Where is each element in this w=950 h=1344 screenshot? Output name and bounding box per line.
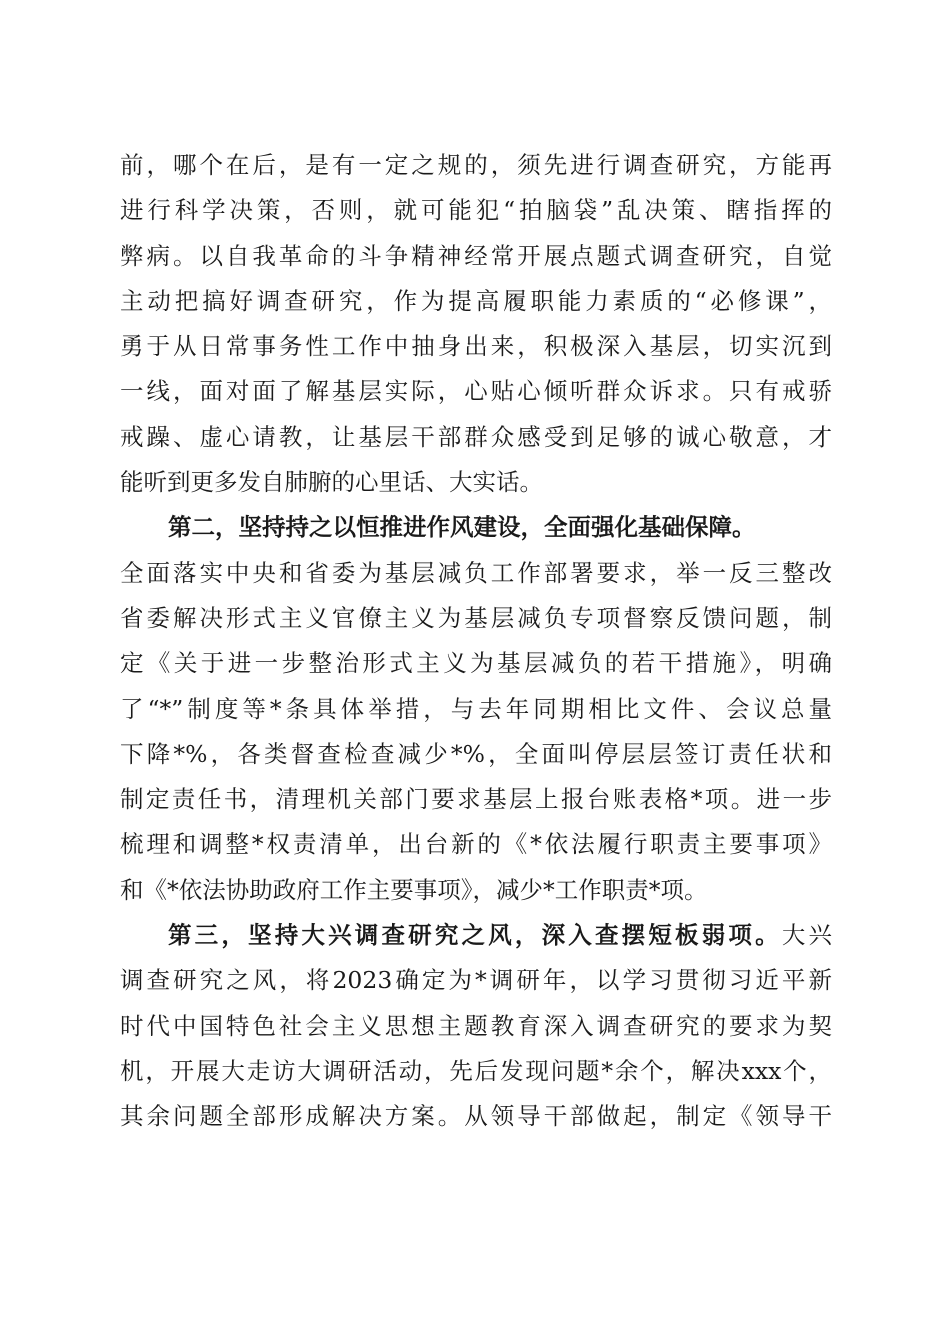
paragraph-heading-line bbox=[120, 913, 832, 958]
paragraph-line: 制定责任书，清理机关部门要求基层上报台账表格*项。进一步 bbox=[120, 785, 832, 814]
paragraph-line: 一线，面对面了解基层实际，心贴心倾听群众诉求。只有戒骄 bbox=[120, 377, 832, 406]
paragraph-heading: 第二，坚持持之以恒推进作风建设，全面强化基础保障。 bbox=[168, 513, 756, 542]
paragraph-line: 前，哪个在后，是有一定之规的，须先进行调查研究，方能再 bbox=[120, 151, 832, 179]
paragraph-line: 能听到更多发自肺腑的心里话、大实话。 bbox=[120, 468, 543, 497]
paragraph-line: 梳理和调整*权责清单，出台新的《*依法履行职责主要事项》 bbox=[120, 830, 832, 859]
paragraph-line: 定《关于进一步整治形式主义为基层减负的若干措施》，明确 bbox=[120, 649, 832, 678]
paragraph-line: 和《*依法协助政府工作主要事项》，减少*工作职责*项。 bbox=[120, 875, 708, 904]
paragraph-line: 全面落实中央和省委为基层减负工作部署要求，举一反三整改 bbox=[120, 558, 832, 587]
paragraph-line: 进行科学决策，否则，就可能犯“拍脑袋”乱决策、瞎指挥的 bbox=[120, 196, 832, 225]
paragraph-2 bbox=[120, 505, 832, 913]
document-body bbox=[120, 143, 832, 1140]
paragraph-1 bbox=[120, 143, 832, 505]
paragraph-line: 勇于从日常事务性工作中抽身出来，积极深入基层，切实沉到 bbox=[120, 332, 832, 361]
paragraph-line: 其余问题全部形成解决方案。从领导干部做起，制定《领导干 bbox=[120, 1102, 832, 1131]
paragraph-line: 省委解决形式主义官僚主义为基层减负专项督察反馈问题，制 bbox=[120, 603, 832, 632]
paragraph-3 bbox=[120, 913, 832, 1139]
paragraph-heading: 第三，坚持大兴调查研究之风，深入查摆短板弱项。 bbox=[168, 921, 782, 950]
paragraph-line: 下降*%，各类督查检查减少*%，全面叫停层层签订责任状和 bbox=[120, 739, 832, 768]
paragraph-line: 机，开展大走访大调研活动，先后发现问题*余个，解决xxx个， bbox=[120, 1056, 832, 1085]
paragraph-line: 调查研究之风，将2023确定为*调研年，以学习贯彻习近平新 bbox=[120, 966, 832, 995]
paragraph-line: 弊病。以自我革命的斗争精神经常开展点题式调查研究，自觉 bbox=[120, 241, 832, 270]
paragraph-line: 主动把搞好调查研究，作为提高履职能力素质的“必修课”， bbox=[120, 286, 832, 315]
paragraph-line: 了“*”制度等*条具体举措，与去年同期相比文件、会议总量 bbox=[120, 694, 832, 723]
paragraph-heading-tail: 大兴 bbox=[781, 921, 832, 950]
paragraph-line: 戒躁、虚心请教，让基层干部群众感受到足够的诚心敬意，才 bbox=[120, 422, 832, 451]
paragraph-line: 时代中国特色社会主义思想主题教育深入调查研究的要求为契 bbox=[120, 1011, 832, 1040]
